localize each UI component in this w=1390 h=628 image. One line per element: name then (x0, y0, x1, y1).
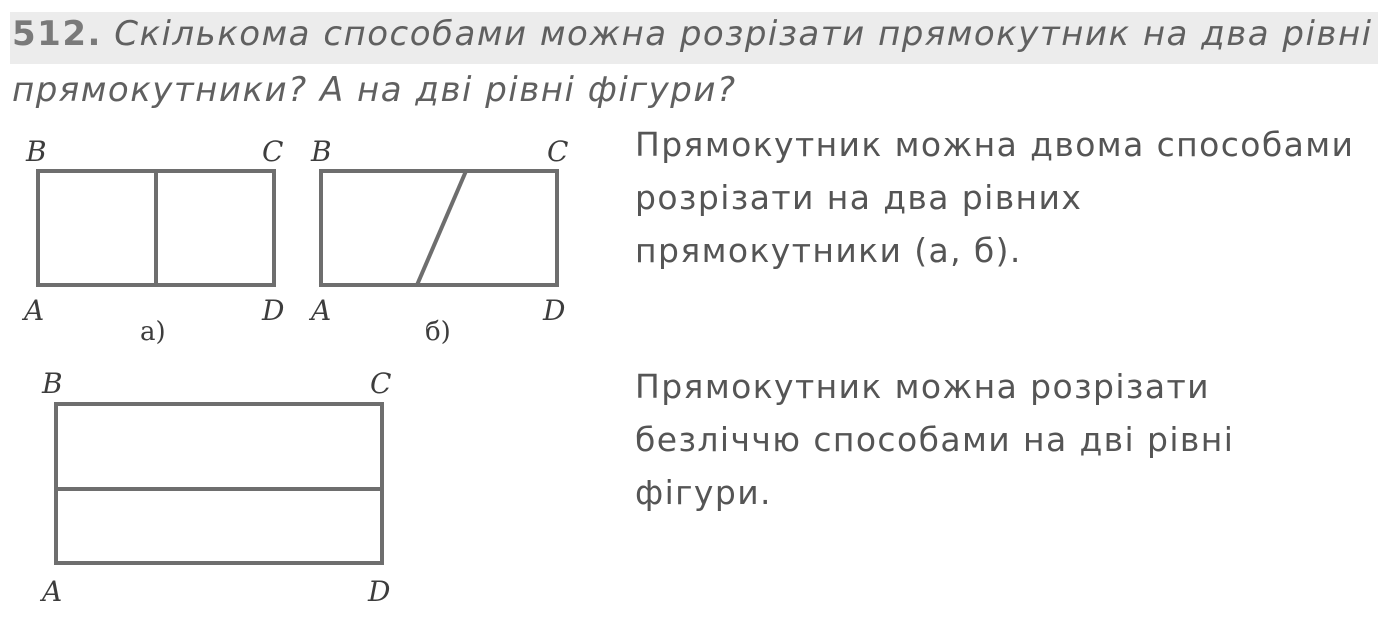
answer-first-line-3: прямокутники (а, б). (635, 231, 1022, 270)
vertex-d-a: D (262, 294, 285, 327)
vertex-c-a: C (262, 135, 284, 168)
problem-text-1: Скількома способами можна розрізати прямокутник на два рівні (114, 14, 1373, 54)
vertex-c-b: C (547, 135, 569, 168)
figure-c (39, 367, 391, 608)
vertex-a-c: A (42, 575, 63, 608)
rectangle-b (321, 171, 557, 285)
problem-number: 512. (12, 14, 102, 54)
figure-b (308, 135, 568, 347)
problem-text-2: прямокутники? А на дві рівні фігури? (12, 70, 737, 110)
answer-first-line-2: розрізати на два рівних (635, 178, 1083, 217)
caption-a: а) (140, 317, 166, 347)
vertex-b-a: B (26, 135, 47, 168)
vertex-d-c: D (368, 575, 391, 608)
vertex-d-b: D (543, 294, 566, 327)
vertex-b-c: B (42, 367, 63, 400)
caption-b: б) (425, 317, 451, 347)
figure-a (21, 135, 284, 347)
answer-first-line-1: Прямокутник можна двома способами (635, 125, 1355, 164)
answer-second-line-3: фігури. (635, 473, 772, 512)
cut-line-b (417, 171, 466, 285)
answer-second-line-2: безліччю способами на дві рівні (635, 420, 1235, 459)
vertex-b-b: B (311, 135, 332, 168)
rectangle-c (56, 404, 382, 563)
vertex-a-b: A (311, 294, 332, 327)
vertex-a-a: A (24, 294, 45, 327)
vertex-c-c: C (370, 367, 392, 400)
answer-second-line-1: Прямокутник можна розрізати (635, 367, 1210, 406)
